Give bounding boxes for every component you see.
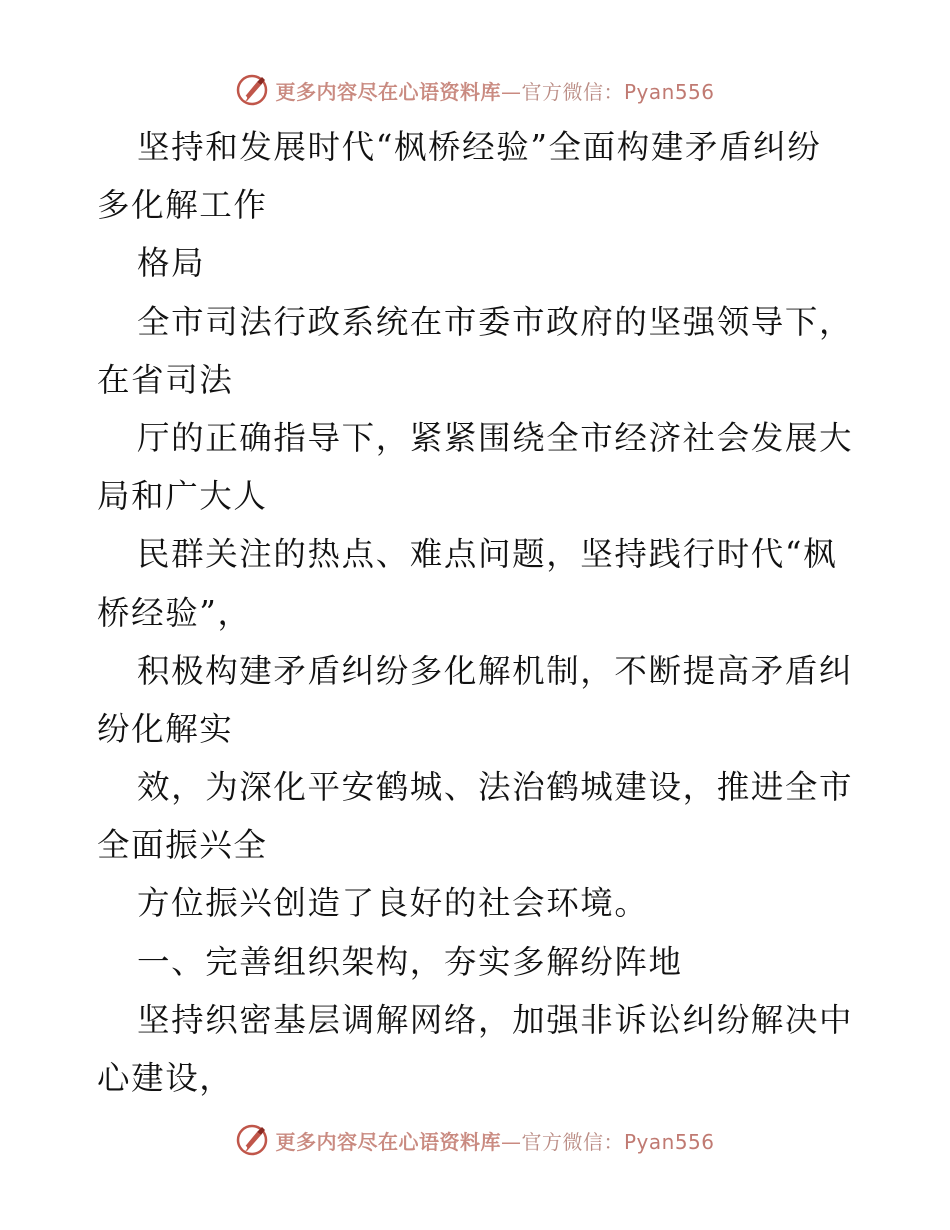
watermark-site-text: 更多内容尽在心语资料库: [275, 79, 501, 104]
watermark-text: [275, 1126, 714, 1155]
watermark-wechat-id: Pyan556: [623, 1129, 715, 1154]
footer-watermark: [0, 1120, 950, 1160]
document-body: [97, 118, 867, 1107]
text-line: 在省司法: [97, 360, 234, 399]
text-line: 全市司法行政系统在市委市政府的坚强领导下，: [137, 302, 854, 341]
watermark-wechat-id: Pyan556: [623, 79, 715, 104]
header-watermark: [0, 70, 950, 110]
text-line: 多化解工作: [97, 186, 268, 225]
text-line: 心建设，: [97, 1059, 234, 1097]
text-line: 厅的正确指导下，紧紧围绕全市经济社会发展大: [137, 418, 854, 457]
watermark-text: [275, 76, 714, 105]
text-line: 民群关注的热点、难点问题，坚持践行时代“枫: [137, 535, 838, 574]
watermark-official-label: 官方微信：: [521, 1129, 624, 1154]
text-line: 效，为深化平安鹤城、法治鹤城建设，推进全市: [137, 768, 854, 807]
quill-pen-logo-icon: [235, 73, 269, 107]
text-line: 格局: [137, 244, 206, 283]
text-line: 一、完善组织架构，夯实多解纷阵地: [137, 942, 683, 981]
quill-pen-logo-icon: [235, 1123, 269, 1157]
text-line: 纷化解实: [97, 709, 234, 748]
text-line: 积极构建矛盾纠纷多化解机制，不断提高矛盾纠: [137, 651, 854, 690]
text-line: 局和广大人: [97, 477, 268, 516]
watermark-separator: —: [500, 1129, 522, 1154]
text-line: 方位振兴创造了良好的社会环境。: [137, 884, 649, 923]
text-line: 桥经验”，: [97, 593, 252, 632]
text-line: 坚持织密基层调解网络，加强非诉讼纠纷解决中: [137, 1000, 854, 1039]
watermark-official-label: 官方微信：: [521, 79, 624, 104]
watermark-site-text: 更多内容尽在心语资料库: [275, 1129, 501, 1154]
text-line: 坚持和发展时代“枫桥经验”全面构建矛盾纠纷: [137, 128, 822, 166]
watermark-separator: —: [500, 79, 522, 104]
text-line: 全面振兴全: [97, 826, 268, 865]
